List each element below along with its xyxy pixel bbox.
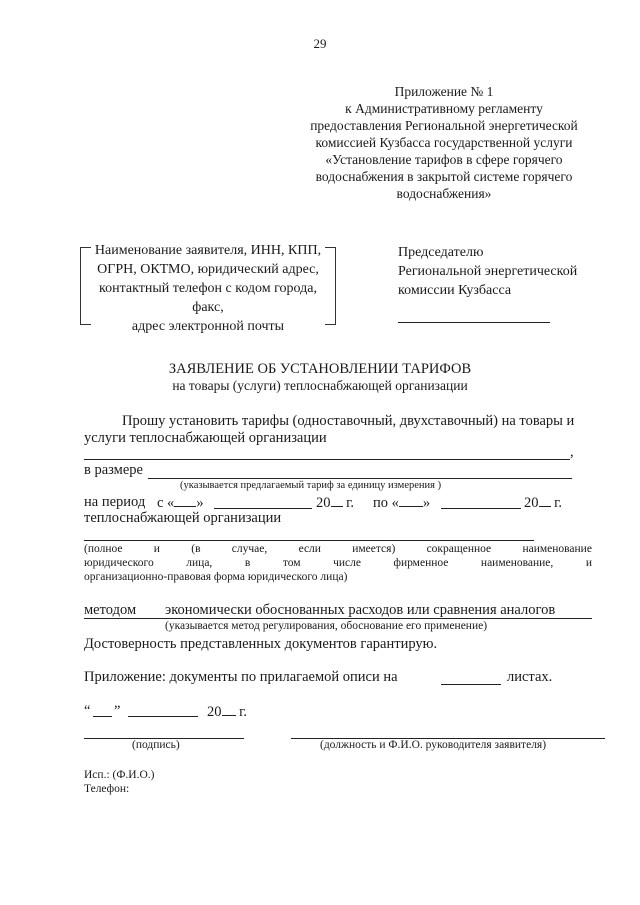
period-to-prefix: по « [373, 495, 399, 511]
period-from-quote: » [196, 495, 204, 511]
period-to [373, 494, 430, 512]
period-to-month-field[interactable] [441, 508, 521, 509]
attachment-text: Приложение: документы по прилагаемой описи на [84, 669, 398, 685]
date-month-field[interactable] [128, 716, 198, 717]
org-hint-word: случае, [231, 543, 268, 555]
org-hint-word: наименование [522, 543, 592, 555]
period-to-year-field[interactable] [539, 494, 551, 507]
request-line-1: Прошу установить тарифы (одноставочный, двухставочный) на товары и [122, 413, 575, 429]
appendix-line: комиссией Кузбасса государственной услуги [315, 135, 573, 150]
appendix-line: «Установление тарифов в сфере горячего [325, 152, 563, 167]
method-label: методом [84, 602, 137, 618]
org-hint-row-3: организационно-правовая форма юридического лица) [84, 571, 348, 583]
date-year-suffix: г. [239, 704, 248, 720]
org-hint-word: и [585, 557, 592, 569]
request-comma: , [570, 444, 574, 460]
request-fill-line[interactable] [84, 459, 570, 460]
period-year-suffix: г. [554, 495, 563, 511]
method-fill-line [84, 618, 592, 619]
applicant-line: контактный телефон с кодом города, [99, 281, 317, 296]
addressee-line: Председателю [398, 245, 484, 260]
period-label: на период [84, 494, 146, 510]
date-year [207, 703, 247, 721]
amount-hint: (указывается предлагаемый тариф за единицу измерения ) [180, 480, 442, 491]
applicant-box [80, 243, 336, 334]
appendix-line: к Административному регламенту [345, 101, 543, 116]
org-hint-word: имеется) [352, 543, 396, 555]
date-year-prefix: 20 [207, 704, 222, 720]
org-fill-line[interactable] [84, 540, 534, 541]
position-name-hint: (должность и Ф.И.О. руководителя заявителя) [320, 739, 547, 751]
phone-label: Телефон: [84, 783, 130, 795]
period-from-year [316, 494, 354, 512]
period-year-prefix: 20 [524, 495, 539, 511]
appendix-line: предоставления Региональной энергетической [310, 118, 578, 133]
date-year-field[interactable] [222, 703, 236, 716]
period-from-month-field[interactable] [214, 508, 312, 509]
document-title: ЗАЯВЛЕНИЕ ОБ УСТАНОВЛЕНИИ ТАРИФОВ [168, 361, 472, 377]
org-hint-word: том [282, 557, 301, 569]
org-hint-word: фирменное [393, 557, 449, 569]
date-close-quote: ” [114, 703, 121, 719]
page-number: 29 [313, 36, 327, 51]
appendix-line: Приложение № 1 [394, 84, 494, 99]
org-hint-word: в [244, 557, 251, 569]
org-hint-word: числе [333, 557, 361, 569]
org-hint-word: (полное [84, 543, 123, 555]
period-from-day-field[interactable] [174, 494, 196, 507]
applicant-line: ОГРН, ОКТМО, юридический адрес, [97, 262, 319, 277]
org-hint-word: и [153, 543, 160, 555]
addressee-signature-line [398, 322, 550, 323]
executor-label: Исп.: (Ф.И.О.) [84, 769, 155, 781]
period-to-year [524, 494, 562, 512]
org-hint-word: лица, [186, 557, 213, 569]
attachment-suffix: листах. [507, 669, 553, 685]
org-hint-word: если [298, 543, 321, 555]
org-hint-word: наименование, [480, 557, 554, 569]
applicant-details [80, 241, 336, 336]
period-from-year-field[interactable] [331, 494, 343, 507]
amount-label: в размере [84, 462, 143, 478]
period-year-prefix: 20 [316, 495, 331, 511]
method-hint: (указывается метод регулирования, обоснование его применение) [165, 620, 488, 632]
appendix-header [268, 83, 620, 202]
addressee-line: комиссии Кузбасса [398, 283, 512, 298]
method-value[interactable]: экономически обоснованных расходов или сравнения аналогов [165, 602, 556, 618]
org-hint-row-2 [84, 557, 592, 569]
request-line-2: услуги теплоснабжающей организации [84, 430, 327, 446]
applicant-line: адрес электронной почты [131, 319, 285, 334]
period-to-quote: » [422, 495, 431, 511]
addressee-line: Региональной энергетической [398, 264, 578, 279]
appendix-line: водоснабжения» [396, 186, 492, 201]
period-year-suffix: г. [346, 495, 355, 511]
applicant-line: Наименование заявителя, ИНН, КПП, [94, 243, 322, 258]
period-from-prefix: с « [157, 495, 175, 511]
org-label: теплоснабжающей организации [84, 510, 282, 526]
applicant-line: факс, [192, 300, 224, 315]
org-hint-row-1 [84, 543, 592, 555]
signature-hint: (подпись) [132, 739, 180, 751]
addressee [398, 243, 618, 300]
date-open-quote: “ [84, 703, 91, 719]
guarantee-statement: Достоверность представленных документов гарантирую. [84, 636, 438, 652]
document-subtitle: на товары (услуги) теплоснабжающей организации [172, 378, 468, 393]
period-to-day-field[interactable] [399, 494, 423, 507]
appendix-line: водоснабжения в закрытой системе горячего [315, 169, 573, 184]
amount-fill-line[interactable] [148, 478, 572, 479]
org-hint-word: юридического [84, 557, 154, 569]
date-day-field[interactable] [93, 716, 112, 717]
org-hint-word: сокращенное [426, 543, 492, 555]
org-hint-word: (в [191, 543, 201, 555]
attachment-pages-field[interactable] [441, 684, 501, 685]
